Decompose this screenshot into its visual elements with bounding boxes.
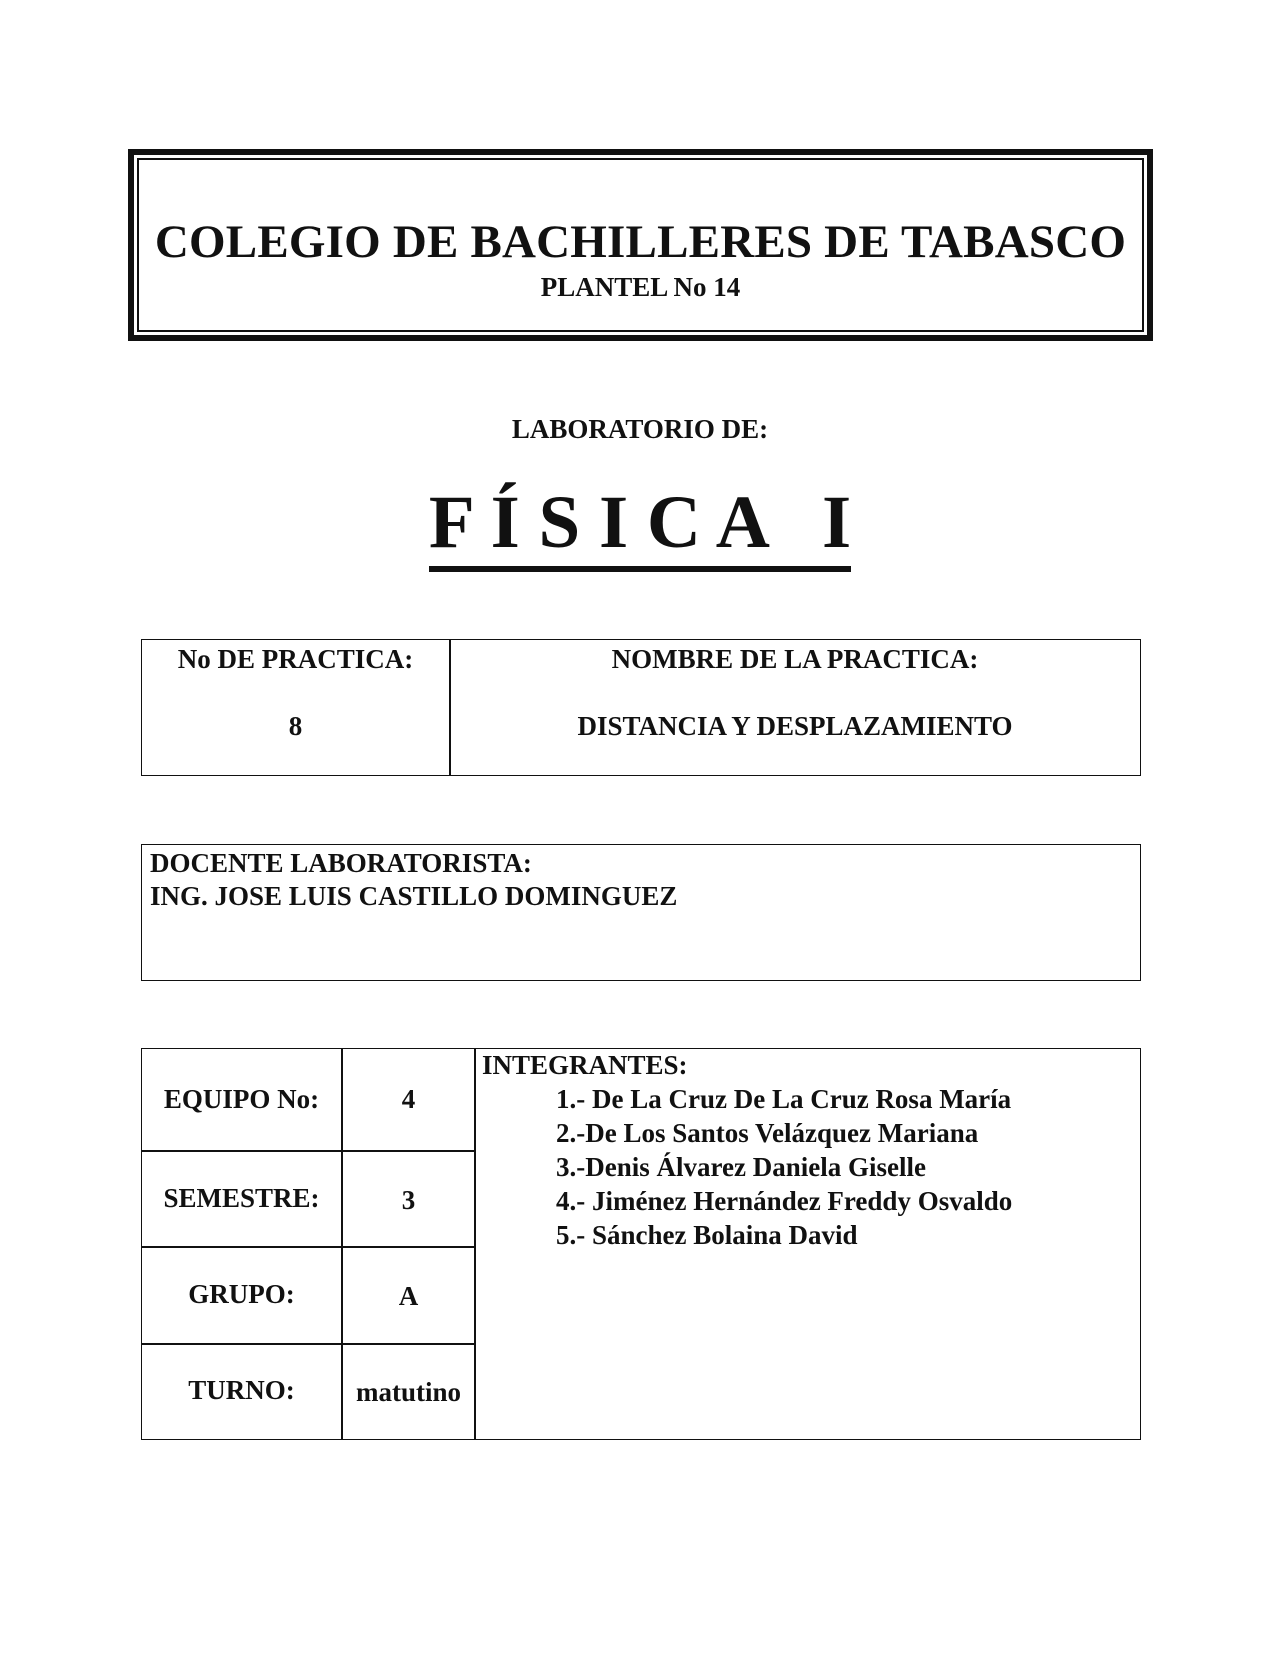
campus-label: PLANTEL No 14 (540, 272, 741, 302)
subject-text: F Í S I C A I (429, 481, 851, 572)
team-row-divider-1 (142, 1150, 475, 1152)
team-row-value: A (398, 1281, 419, 1311)
practice-number-label: No DE PRACTICA: (177, 644, 414, 674)
teacher-box (141, 844, 1141, 981)
team-row-value: 4 (401, 1084, 416, 1114)
practice-name-label: NOMBRE DE LA PRACTICA: (611, 644, 979, 674)
team-table (141, 1048, 1141, 1440)
school-name: COLEGIO DE BACHILLERES DE TABASCO (154, 216, 1127, 268)
team-row-label: EQUIPO No: (163, 1084, 320, 1114)
team-row-value: 3 (401, 1185, 416, 1215)
team-col-divider-2 (474, 1049, 476, 1439)
practice-box (141, 639, 1141, 776)
practice-number-value: 8 (288, 711, 303, 741)
team-row-label: TURNO: (188, 1375, 295, 1405)
lab-label: LABORATORIO DE: (511, 414, 769, 444)
team-row-divider-2 (142, 1246, 475, 1248)
team-row-divider-3 (142, 1343, 475, 1345)
member-item: 2.-De Los Santos Velázquez Mariana (556, 1118, 979, 1148)
teacher-name: ING. JOSE LUIS CASTILLO DOMINGUEZ (150, 881, 678, 911)
header-box (128, 149, 1153, 341)
team-row-label: GRUPO: (188, 1279, 295, 1309)
member-item: 4.- Jiménez Hernández Freddy Osvaldo (556, 1186, 1013, 1216)
team-row-label: SEMESTRE: (163, 1183, 320, 1213)
member-item: 5.- Sánchez Bolaina David (556, 1220, 858, 1250)
member-item: 3.-Denis Álvarez Daniela Giselle (556, 1152, 926, 1182)
team-row-value: matutino (355, 1377, 461, 1407)
members-label: INTEGRANTES: (482, 1050, 688, 1080)
subject-title (0, 478, 1280, 568)
member-item: 1.- De La Cruz De La Cruz Rosa María (556, 1084, 1012, 1114)
teacher-label: DOCENTE LABORATORISTA: (150, 848, 532, 878)
practice-name-value: DISTANCIA Y DESPLAZAMIENTO (577, 711, 1013, 741)
